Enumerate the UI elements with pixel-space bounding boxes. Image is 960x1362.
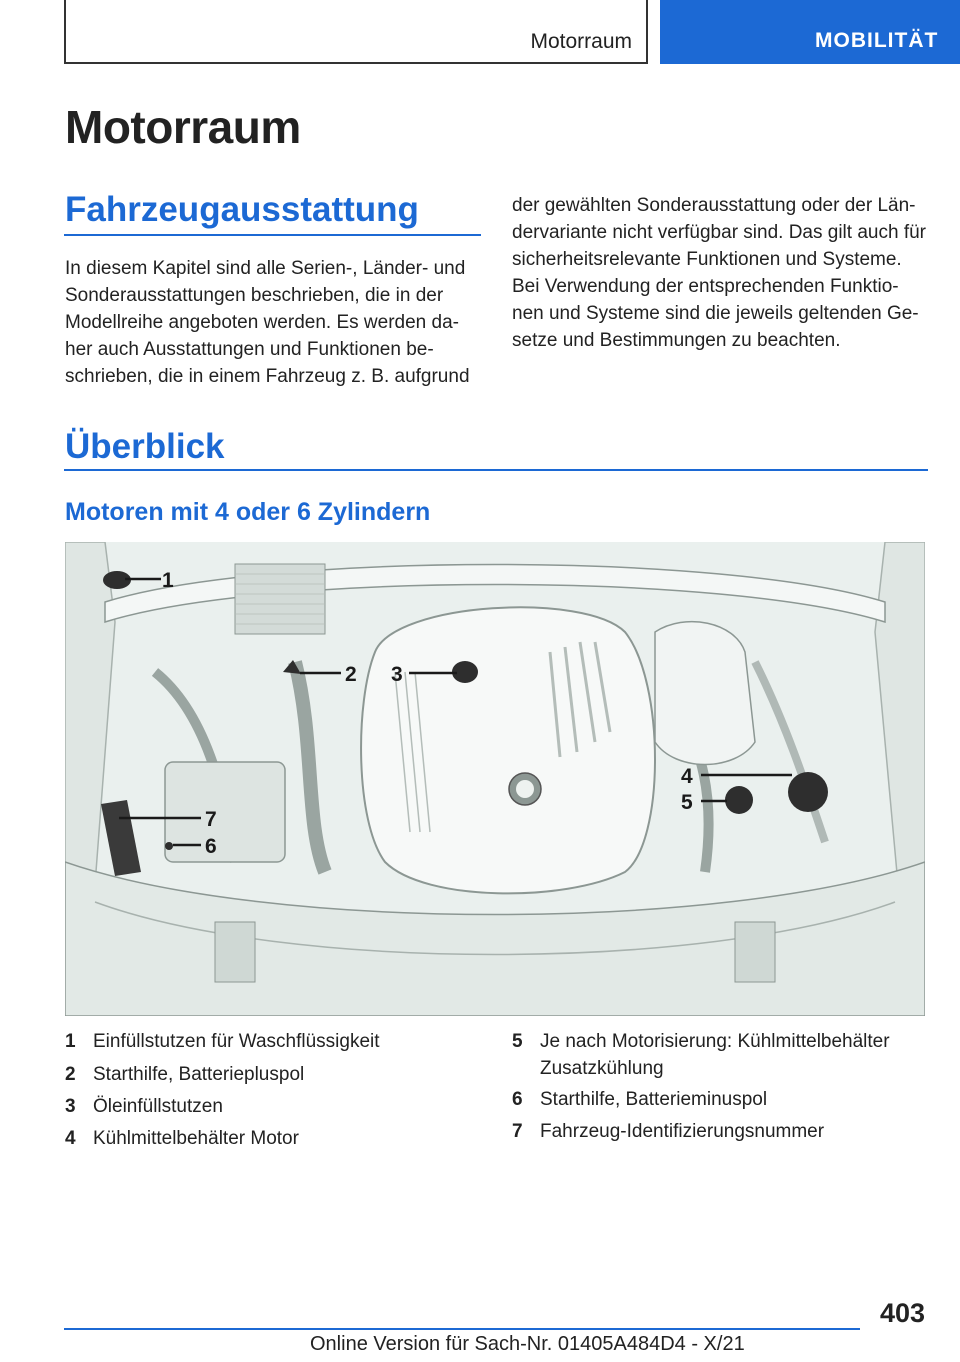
- legend-text: Kühlmittelbehälter Motor: [93, 1128, 299, 1149]
- legend-text: Je nach Motorisierung: Kühlmittelbehälter: [540, 1031, 890, 1052]
- section-heading-overview: Überblick: [65, 427, 225, 466]
- legend-number: 5: [512, 1031, 523, 1052]
- footer-divider: [64, 1328, 860, 1330]
- legend-number: 1: [65, 1031, 76, 1052]
- text-line: setze und Bestimmungen zu beachten.: [512, 330, 841, 351]
- text-line: dervariante nicht verfügbar sind. Das gilt auch für: [512, 222, 926, 243]
- legend-text: Öleinfüllstutzen: [93, 1096, 223, 1117]
- text-line: schrieben, die in einem Fahrzeug z. B. aufgrund: [65, 366, 470, 387]
- equipment-text-left: [65, 255, 470, 390]
- legend-text: Fahrzeug-Identifizierungsnummer: [540, 1121, 825, 1142]
- legend-text: Zusatzkühlung: [540, 1058, 664, 1079]
- legend-text: Starthilfe, Batterieminuspol: [540, 1089, 768, 1110]
- callout-1: 1: [162, 569, 174, 592]
- header-section-label: Motorraum: [530, 30, 632, 53]
- footer-text: Online Version für Sach-Nr. 01405A484D4 - X/21: [310, 1333, 745, 1355]
- text-line: der gewählten Sonderausstattung oder der Län-: [512, 195, 916, 216]
- subheading-engines: Motoren mit 4 oder 6 Zylindern: [65, 498, 431, 526]
- section-heading-equipment: Fahrzeugausstattung: [65, 190, 419, 229]
- legend-text: Einfüllstutzen für Waschflüssigkeit: [93, 1031, 380, 1052]
- legend-number: 2: [65, 1064, 76, 1085]
- callout-7: 7: [205, 808, 217, 831]
- text-line: nen und Systeme sind die jeweils geltenden Ge-: [512, 303, 919, 324]
- legend-text: Starthilfe, Batteriepluspol: [93, 1064, 305, 1085]
- equipment-text-right: [512, 192, 926, 354]
- callout-4: 4: [681, 765, 693, 788]
- heading-divider: [64, 234, 481, 236]
- text-line: In diesem Kapitel sind alle Serien-, Länder- und: [65, 258, 466, 279]
- heading-divider: [64, 469, 928, 471]
- text-line: her auch Ausstattungen und Funktionen be-: [65, 339, 434, 360]
- callout-3: 3: [391, 663, 403, 686]
- page-number: 403: [879, 1298, 925, 1328]
- text-line: Modellreihe angeboten werden. Es werden da-: [65, 312, 459, 333]
- text-line: Sonderausstattungen beschrieben, die in der: [65, 285, 444, 306]
- engine-bay-illustration: [65, 542, 925, 1016]
- text-line: sicherheitsrelevante Funktionen und Systeme.: [512, 249, 902, 270]
- header-section-tab: [64, 0, 648, 64]
- text-line: Bei Verwendung der entsprechenden Funktio-: [512, 276, 899, 297]
- callout-2: 2: [345, 663, 357, 686]
- legend-number: 7: [512, 1121, 523, 1142]
- legend-number: 4: [65, 1128, 76, 1149]
- header-chapter-tab: [660, 0, 960, 64]
- header-chapter-label: MOBILITÄT: [815, 29, 939, 52]
- callout-6: 6: [205, 835, 217, 858]
- page-title: Motorraum: [65, 101, 301, 153]
- callout-5: 5: [681, 791, 693, 814]
- legend-number: 3: [65, 1096, 76, 1117]
- legend-number: 6: [512, 1089, 523, 1110]
